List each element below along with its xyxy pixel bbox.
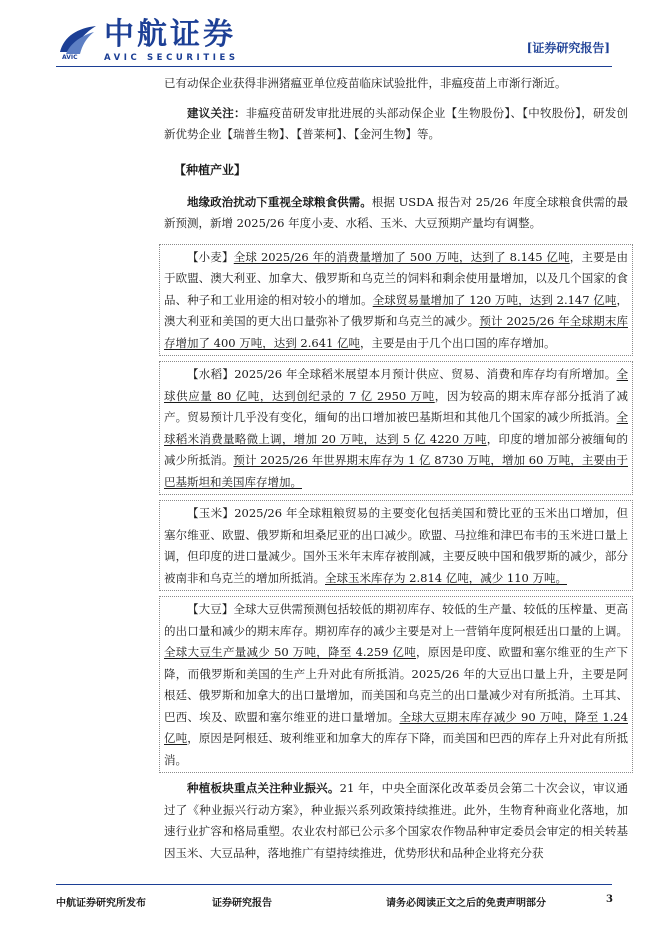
page-header	[0, 0, 662, 70]
paragraph-wheat: 【小麦】全球 2025/26 年的消费量增加了 500 万吨，达到了 8.145 亿吨，主要是由于欧盟、澳大利亚、加拿大、俄罗斯和乌克兰的饲料和剩余使用量增加，以及几个国家的食品、种子和工业用途的相对较小的增加。全球贸易量增加了 120 万吨，达到 2.147 亿吨，澳大利亚和美国的更大出口量弥补了俄罗斯和乌克兰的减少。预计 2025/26 年全球期末库存增加了 400 万吨，达到 2.641 亿吨，主要是由于几个出口国的库存增加。	[164, 249, 629, 350]
paragraph-vaccine: 已有动保企业获得非洲猪瘟亚单位疫苗临床试验批件，非瘟疫苗上市渐行渐近。	[164, 76, 567, 90]
paragraph-recommendation: 建议关注：非瘟疫苗研发审批进展的头部动保企业【生物股份】、【中牧股份】，研发创新优势企业【瑞普生物】、【普莱柯】、【金河生物】等。	[164, 105, 629, 141]
avic-logo-icon	[56, 22, 98, 60]
paragraph-rice: 【水稻】2025/26 年全球稻米展望本月预计供应、贸易、消费和库存均有所增加。全球供应量 80 亿吨，达到创纪录的 7 亿 2950 万吨，因为较高的期末库存部分抵消了减产。贸易预计几乎没有变化，缅甸的出口增加被巴基斯坦和其他几个国家的减少所抵消。全球稻米消费量略微上调，增加 20 万吨，达到 5 亿 4220 万吨，印度的增加部分被缅甸的减少所抵消。预计 2025/26 年世界期末库存为 1 亿 8730 万吨，增加 60 万吨，主要由于巴基斯坦和美国库存增加。	[164, 367, 629, 489]
corn-box	[159, 500, 633, 591]
footer-report-type: 证券研究报告	[212, 898, 272, 909]
paragraph-grain-supply: 地缘政治扰动下重视全球粮食供需。根据 USDA 报告对 25/26 年度全球粮食供需的最新预测，新增 2025/26 年度小麦、水稻、玉米、大豆预期产量均有调整。	[164, 194, 629, 230]
rice-box	[159, 361, 633, 495]
logo-mark-text: AVIC	[62, 54, 78, 60]
page-number: 3	[606, 894, 613, 905]
soybean-box	[159, 596, 633, 773]
page-footer	[0, 884, 662, 924]
footer-divider	[56, 884, 612, 885]
section-title-planting: 【种植产业】	[174, 162, 247, 177]
brand-name-cn: 中航证券	[104, 17, 236, 52]
footer-disclaimer-note: 请务必阅读正文之后的免责声明部分	[386, 898, 546, 909]
paragraph-seed-industry: 种植板块重点关注种业振兴。21 年，中央全面深化改革委员会第二十次会议，审议通过了《种业振兴行动方案》，种业振兴系列政策持续推进。此外，生物育种商业化落地，加速行业扩容和格局重塑。农业农村部已公示多个国家农作物品种审定委员会审定的相关转基因玉米、大豆品种，落地推广有望持续推进，优势形状和品种企业将充分获	[164, 781, 629, 860]
main-content	[164, 73, 628, 873]
header-divider	[56, 66, 612, 67]
brand-name-en: AVIC SECURITIES	[104, 53, 239, 63]
paragraph-soybean: 【大豆】全球大豆供需预测包括较低的期初库存、较低的生产量、较低的压榨量、更高的出口量和减少的期末库存。期初库存的减少主要是对上一营销年度阿根廷出口量的上调。全球大豆生产量减少 50 万吨，降至 4.259 亿吨，原因是印度、欧盟和塞尔维亚的生产下降，而俄罗斯和美国的生产上升对此有所抵消。2025/26 年的大豆出口量上升，主要是阿根廷、俄罗斯和加拿大的出口量增加，而美国和乌克兰的出口量减少对有所抵消。土耳其、巴西、埃及、欧盟和塞尔维亚的进口量增加。全球大豆期末库存减少 90 万吨，降至 1.24 亿吨，原因是阿根廷、玻利维亚和加拿大的库存下降，而美国和巴西的库存上升对此有所抵消。	[164, 602, 629, 767]
report-type-tag: [证券研究报告]	[526, 41, 610, 55]
paragraph-corn: 【玉米】2025/26 年全球粗粮贸易的主要变化包括美国和赞比亚的玉米出口增加，但塞尔维亚、欧盟、俄罗斯和坦桑尼亚的出口减少。欧盟、马拉维和津巴布韦的玉米进口量上调，但印度的进口量减少。国外玉米年末库存被削减，主要反映中国和俄罗斯的减少，部分被南非和乌克兰的增加所抵消。全球玉米库存为 2.814 亿吨，减少 110 万吨。	[164, 506, 629, 585]
footer-publisher: 中航证券研究所发布	[56, 898, 146, 909]
recommendation-label: 建议关注：	[187, 105, 246, 120]
wheat-box	[159, 244, 633, 357]
